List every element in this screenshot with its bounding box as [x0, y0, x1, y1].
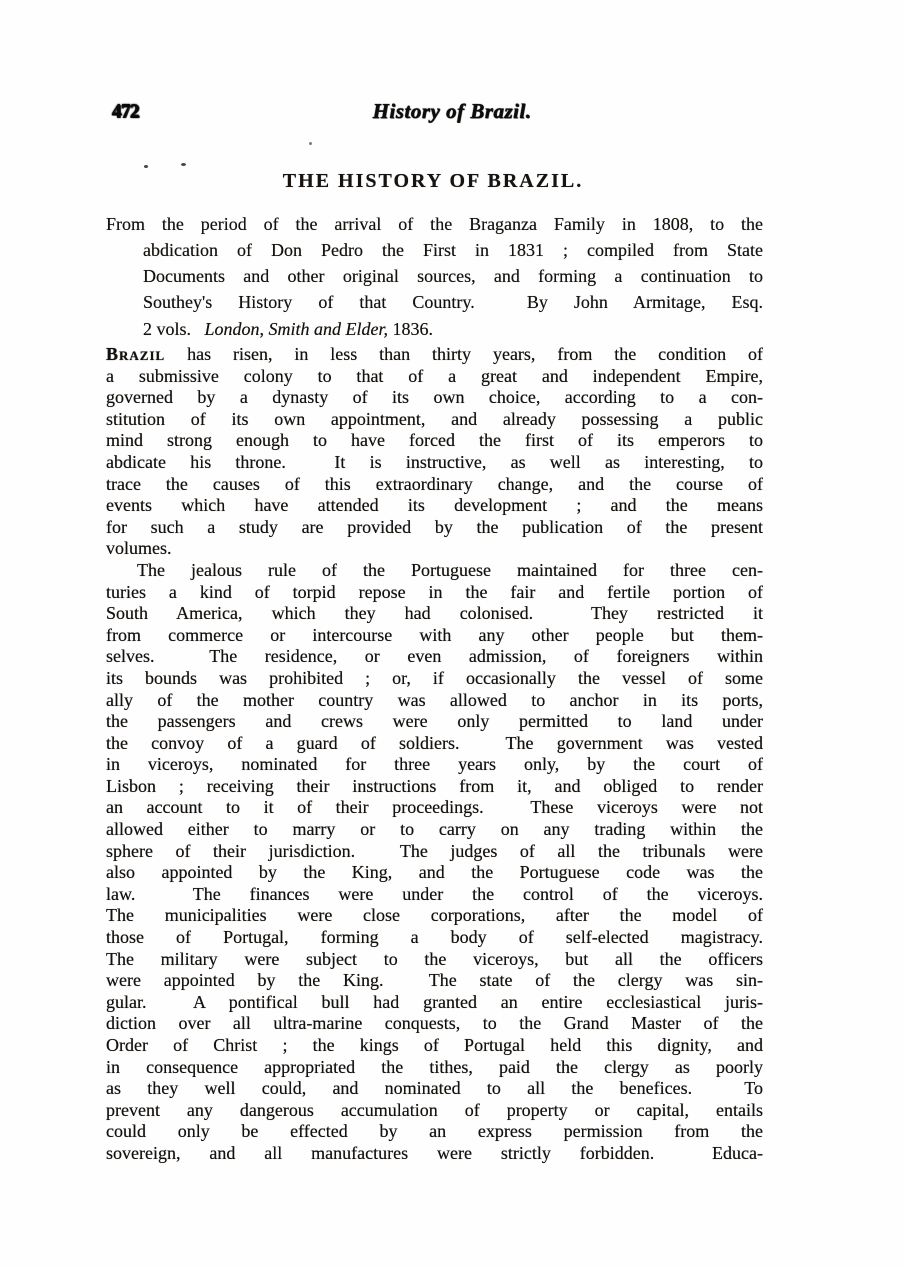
running-header: History of Brazil. — [372, 99, 532, 123]
first-line-rest: has risen, in less than thirty years, from the condition of — [165, 344, 763, 364]
text-line: in viceroys, nominated for three years only, by the court of — [106, 754, 763, 775]
text-line: allowed either to marry or to carry on any trading within the — [106, 819, 763, 840]
text-line: the convoy of a guard of soldiers. The government was vested — [106, 732, 763, 753]
text-line: diction over all ultra-marine conquests, to the Grand Master of the — [106, 1013, 763, 1034]
text-line: sovereign, and all manufactures were strictly forbidden. Educa- — [106, 1142, 763, 1163]
text-line: trace the causes of this extraordinary change, and the course of — [106, 473, 763, 494]
text-line — [106, 344, 763, 366]
text-line: The municipalities were close corporations, after the model of — [106, 905, 763, 926]
text-line: abdicate his throne. It is instructive, as well as interesting, to — [106, 451, 763, 472]
text-line: from commerce or intercourse with any other people but them- — [106, 624, 763, 645]
text-line: for such a study are provided by the publication of the present — [106, 516, 763, 537]
text-line: those of Portugal, forming a body of self-elected magistracy. — [106, 927, 763, 948]
article-title: THE HISTORY OF BRAZIL. — [282, 170, 584, 192]
text-line: were appointed by the King. The state of the clergy was sin- — [106, 970, 763, 991]
article-body — [106, 344, 763, 1165]
text-line: Southey's History of that Country. By John Armitage, Esq. — [143, 292, 763, 312]
text-line: Lisbon ; receiving their instructions from it, and obliged to render — [106, 775, 763, 796]
text-line: Documents and other original sources, and forming a continuation to — [143, 266, 763, 286]
text-line: ally of the mother country was allowed to anchor in its ports, — [106, 689, 763, 710]
citation-last-line — [143, 316, 763, 342]
scan-speck — [144, 165, 148, 168]
text-line: From the period of the arrival of the Braganza Family in 1808, to the — [106, 214, 763, 234]
citation-headnote — [106, 211, 763, 315]
text-line: events which have attended its development ; and the means — [106, 495, 763, 516]
text-line: mind strong enough to have forced the first of its emperors to — [106, 430, 763, 451]
text-line: as they well could, and nominated to all the benefices. To — [106, 1078, 763, 1099]
body-paragraph-2 — [106, 560, 763, 1165]
text-line: prevent any dangerous accumulation of property or capital, entails — [106, 1099, 763, 1120]
text-line: a submissive colony to that of a great and independent Empire, — [106, 365, 763, 386]
text-line: gular. A pontifical bull had granted an entire ecclesiastical juris- — [106, 991, 763, 1012]
text-line: turies a kind of torpid repose in the fair and fertile portion of — [106, 581, 763, 602]
text-line: volumes. — [106, 538, 172, 559]
text-line: law. The finances were under the control of the viceroys. — [106, 883, 763, 904]
text-line: abdication of Don Pedro the First in 1831 ; compiled from State — [143, 240, 763, 260]
citation-year: 1836. — [388, 319, 434, 339]
text-line: stitution of its own appointment, and already possessing a public — [106, 408, 763, 429]
text-line: the passengers and crews were only permitted to land under — [106, 711, 763, 732]
text-line: Order of Christ ; the kings of Portugal held this dignity, and — [106, 1035, 763, 1055]
text-line: governed by a dynasty of its own choice, according to a con- — [106, 387, 763, 408]
text-line: an account to it of their proceedings. These viceroys were not — [106, 797, 763, 818]
text-line: in consequence appropriated the tithes, paid the clergy as poorly — [106, 1056, 763, 1077]
text-line: sphere of their jurisdiction. The judges of all the tribunals were — [106, 840, 763, 861]
citation-volumes: 2 vols. — [143, 319, 205, 339]
scan-speck — [309, 142, 312, 145]
text-line: The jealous rule of the Portuguese maintained for three cen- — [137, 559, 763, 580]
page-number: 472 — [112, 100, 139, 123]
body-paragraph-1 — [106, 344, 763, 560]
scan-speck — [181, 163, 186, 166]
text-line: selves. The residence, or even admission, of foreigners within — [106, 646, 763, 667]
text-line: could only be effected by an express permission from the — [106, 1121, 763, 1142]
text-line: also appointed by the King, and the Portuguese code was the — [106, 862, 763, 883]
paragraph-lead-word: Brazil — [106, 344, 166, 364]
text-line: its bounds was prohibited ; or, if occasionally the vessel of some — [106, 667, 763, 688]
text-line: The military were subject to the viceroys, but all the officers — [106, 948, 763, 969]
citation-publisher-italic: London, Smith and Elder, — [204, 319, 389, 339]
paragraph-lines — [106, 366, 763, 539]
text-line: South America, which they had colonised. They restricted it — [106, 603, 763, 624]
